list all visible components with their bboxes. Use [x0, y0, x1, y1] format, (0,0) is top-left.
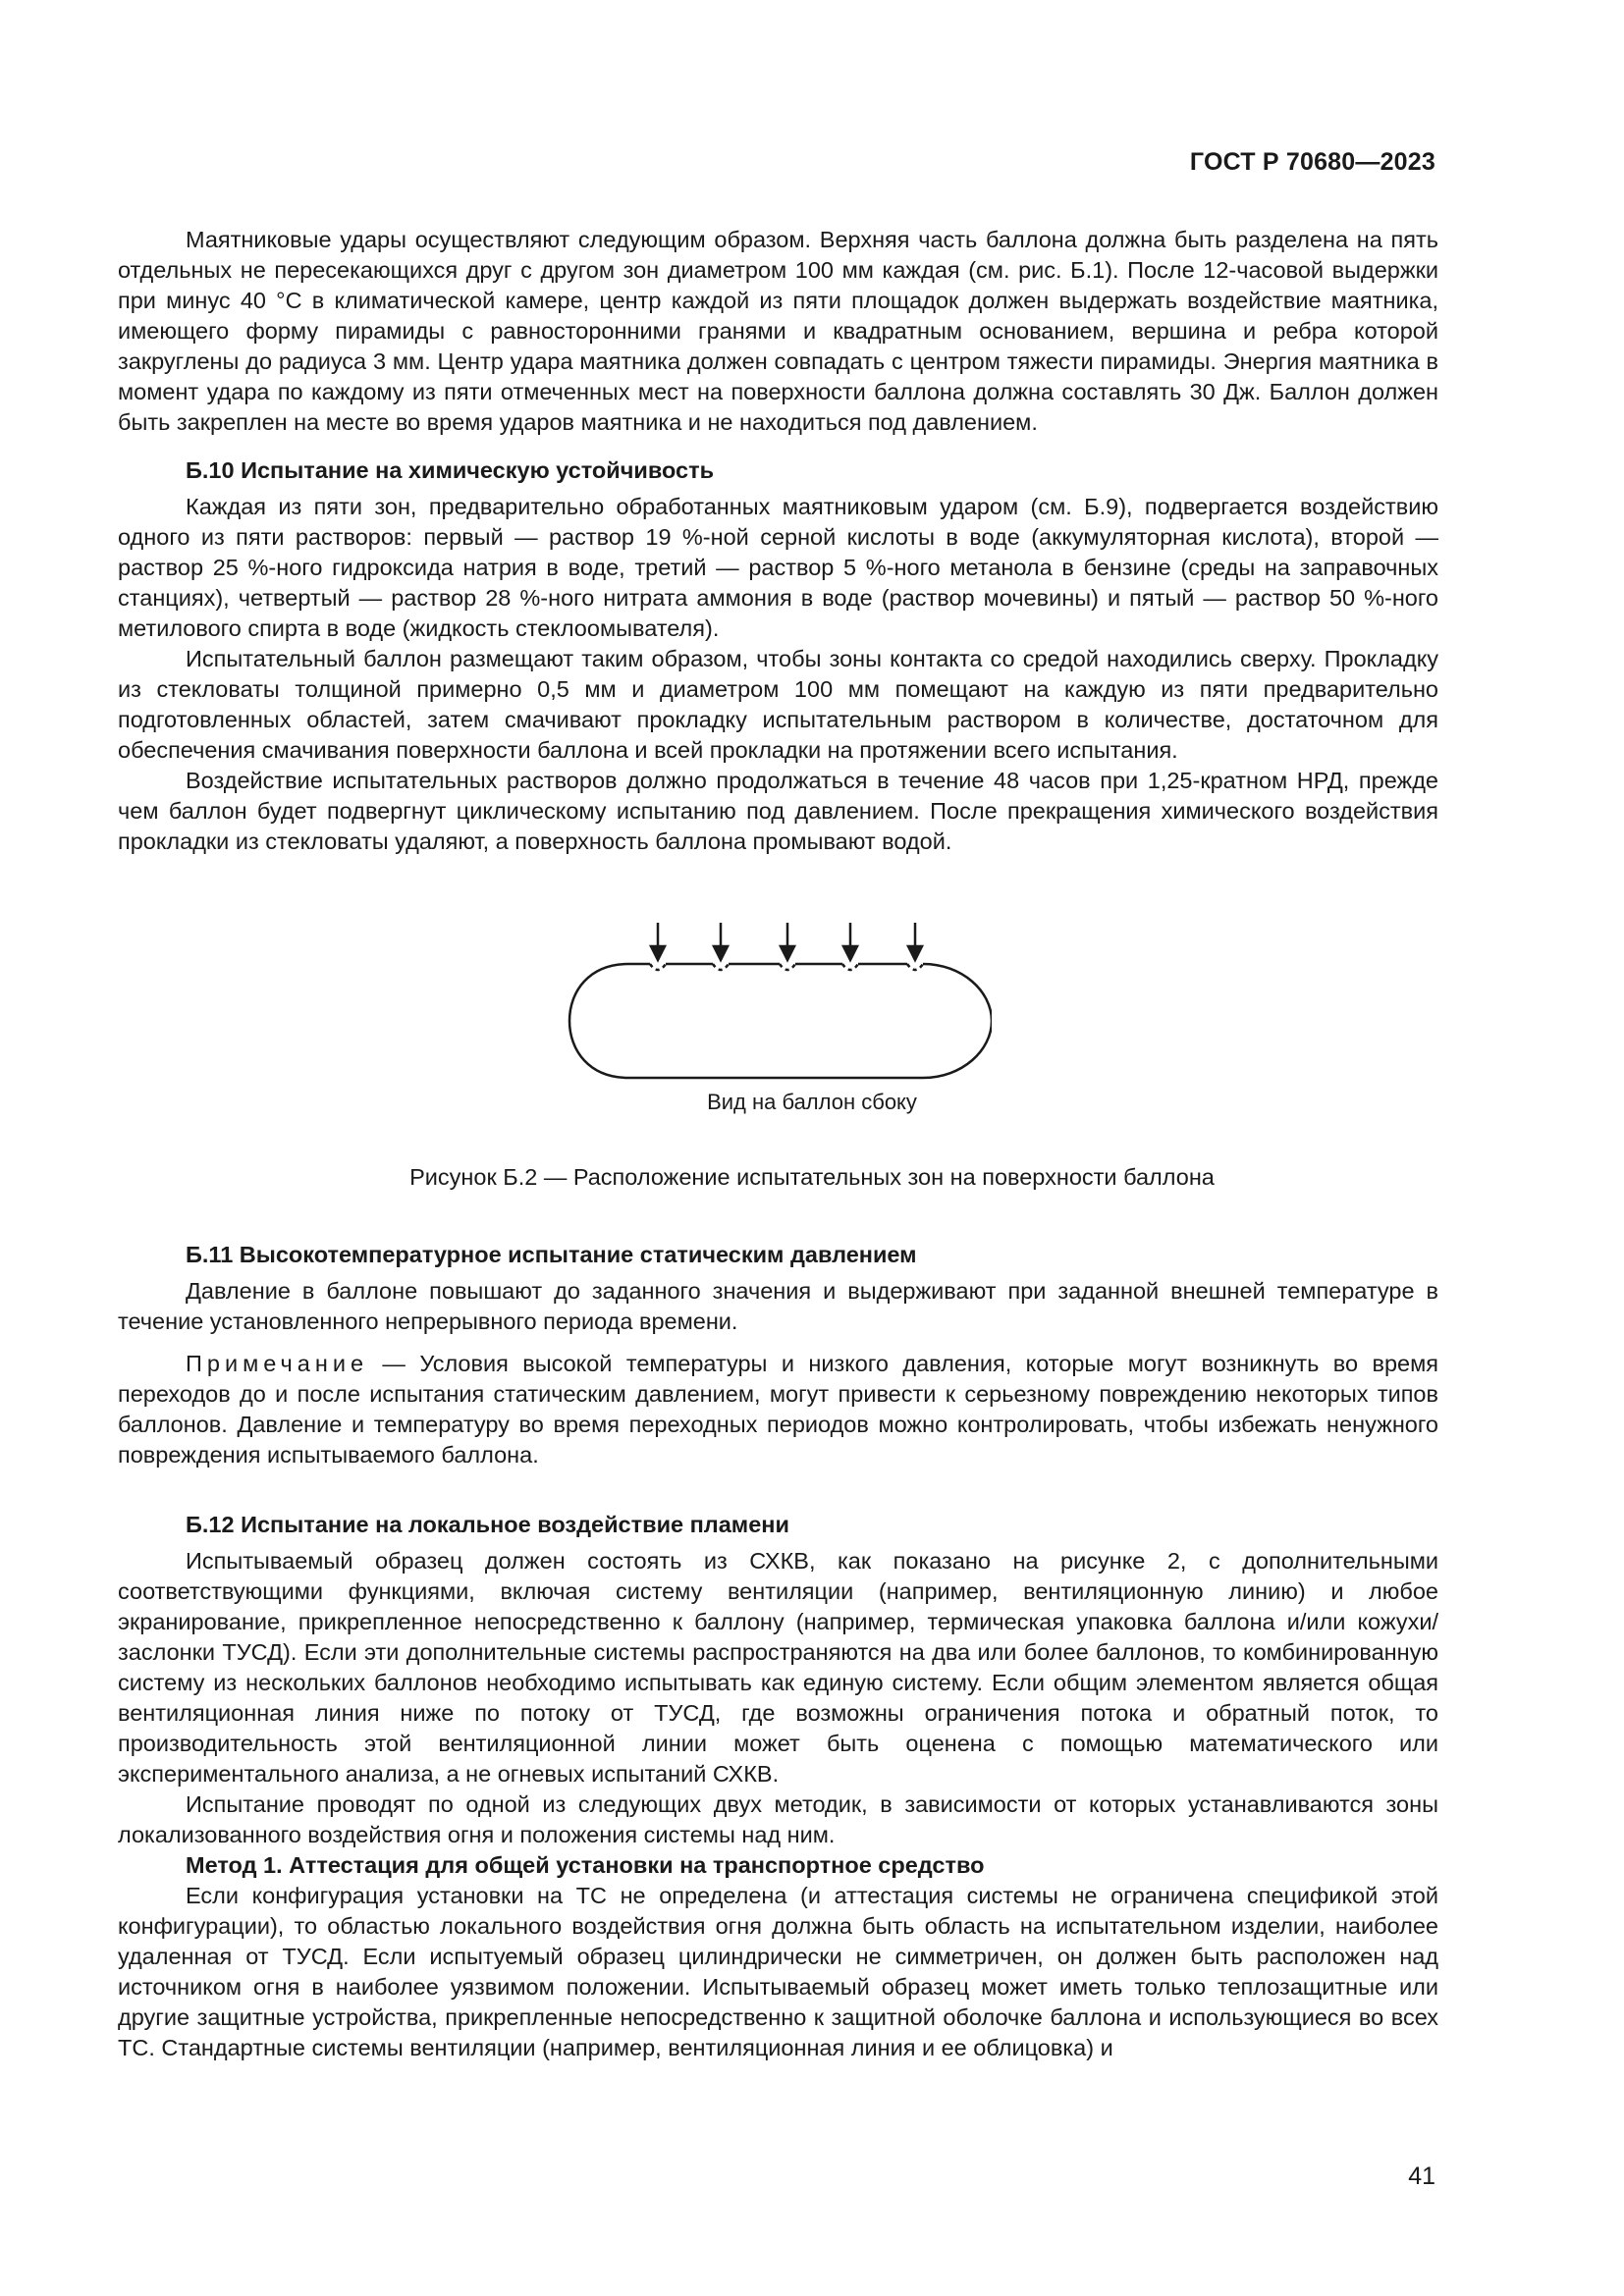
section-b11 [118, 1240, 1438, 1470]
paragraph: Каждая из пяти зон, предварительно обработанных маятниковым ударом (см. Б.9), подвергается воздействию одного из пяти растворов: первый — раствор 19 %-ной серной кислоты в воде (аккумуляторная кислота), второй — раствор 25 %-ного гидроксида натрия в воде, третий — раствор 5 %-ного метанола в бензине (среды на заправочных станциях), четвертый — раствор 28 %-ного нитрата аммония в воде (раствор мочевины) и пятый — раствор 50 %-ного метилового спирта в воде (жидкость стеклоомывателя). [118, 494, 1438, 641]
paragraph: Если конфигурация установки на ТС не определена (и аттестация системы не ограничена спецификой этой конфигурации), то областью локального воздействия огня должна быть область на испытательном изделии, наиболее удаленная от ТУСД. Если испытуемый образец цилиндрически не симметричен, он должен быть расположен над источником огня в наиболее уязвимом положении. Испытываемый образец может иметь только теплозащитные или другие защитные устройства, прикрепленные непосредственно к защитной оболочке баллона и использующиеся во всех ТС. Стандартные системы вентиляции (например, вентиляционная линия и ее облицовка) и [118, 1883, 1438, 2060]
figure-title: Рисунок Б.2 — Расположение испытательных зон на поверхности баллона [409, 1164, 1215, 1190]
section-heading: Б.11 Высокотемпературное испытание статическим давлением [186, 1242, 917, 1267]
paragraph: Испытываемый образец должен состоять из СХКВ, как показано на рисунке 2, с дополнительными соответствующими функциями, включая систему вентиляции (например, вентиляционную линию) и любое экранирование, прикрепленное непосредственно к баллону (например, термическая упаковка баллона и/или кожухи/заслонки ТУСД). Если эти дополнительные системы распространяются на два или более баллонов, то комбинированную систему из нескольких баллонов необходимо испытывать как единую систему. Если общим элементом является общая вентиляционная линия ниже по потоку от ТУСД, где возможны ограничения потока и обратный поток, то производительность этой вентиляционной линии может быть оценена с помощью математического или экспериментального анализа, а не огневых испытаний СХКВ. [118, 1548, 1438, 1787]
figure-inner-label: Вид на баллон сбоку [707, 1090, 917, 1114]
note-label: Примечание [186, 1351, 369, 1376]
paragraph: Давление в баллоне повышают до заданного значения и выдерживают при заданной внешней температуре в течение установленного непрерывного периода времени. [118, 1278, 1438, 1334]
section-heading: Б.10 Испытание на химическую устойчивость [186, 457, 715, 483]
paragraph: Воздействие испытательных растворов должно продолжаться в течение 48 часов при 1,25-кратном НРД, прежде чем баллон будет подвергнут циклическому испытанию под давлением. После прекращения химического воздействия прокладки из стекловаты удаляют, а поверхность баллона промывают водой. [118, 768, 1438, 854]
paragraph: Испытание проводят по одной из следующих двух методик, в зависимости от которых устанавливаются зоны локализованного воздействия огня и положения системы над ним. [118, 1791, 1438, 1847]
note-paragraph [118, 1349, 1438, 1470]
method-heading: Метод 1. Аттестация для общей установки на транспортное средство [186, 1852, 985, 1878]
paragraph: Испытательный баллон размещают таким образом, чтобы зоны контакта со средой находились сверху. Прокладку из стекловаты толщиной примерно 0,5 мм и диаметром 100 мм помещают на каждую из пяти предварительно подготовленных областей, затем смачивают прокладку испытательным раствором в количестве, достаточном для обеспечения смачивания поверхности баллона и всей прокладки на протяжении всего испытания. [118, 646, 1438, 763]
section-b10 [118, 455, 1438, 857]
section-heading: Б.12 Испытание на локальное воздействие пламени [186, 1512, 789, 1537]
page-number: 41 [1408, 2163, 1435, 2190]
paragraph: Маятниковые удары осуществляют следующим образом. Верхняя часть баллона должна быть разделена на пять отдельных не пересекающихся друг с другом зон диаметром 100 мм каждая (см. рис. Б.1). После 12-часовой выдержки при минус 40 °С в климатической камере, центр каждой из пяти площадок должен выдержать воздействие маятника, имеющего форму пирамиды с равносторонними гранями и квадратным основанием, вершина и ребра которой закруглены до радиуса 3 мм. Центр удара маятника должен совпадать с центром тяжести пирамиды. Энергия маятника в момент удара по каждому из пяти отмеченных мест на поверхности баллона должна составлять 30 Дж. Баллон должен быть закреплен на месте во время ударов маятника и не находиться под давлением. [118, 227, 1438, 435]
document-code: ГОСТ Р 70680—2023 [1189, 148, 1435, 176]
intro-paragraph-block [118, 225, 1438, 438]
note-text: — Условия высокой температуры и низкого давления, которые могут возникнуть во время переходов до и после испытания статическим давлением, могут привести к серьезному повреждению некоторых типов баллонов. Давление и температуру во время переходных периодов можно контролировать, чтобы избежать ненужного повреждения испытываемого баллона. [118, 1351, 1438, 1468]
section-b12 [118, 1510, 1438, 2063]
